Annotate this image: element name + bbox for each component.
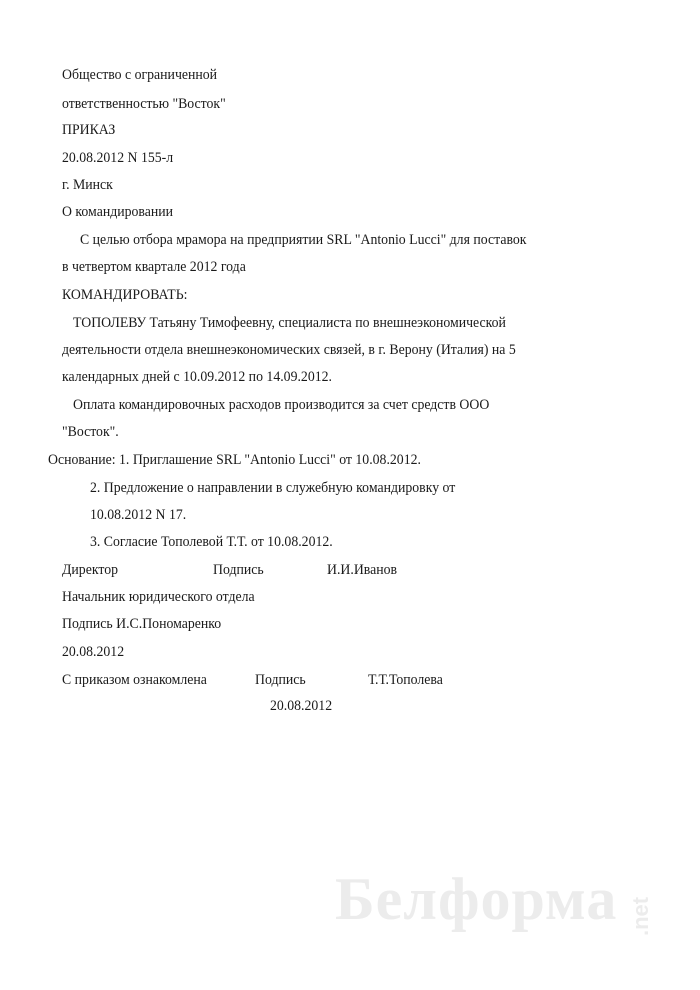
acquainted-label: С приказом ознакомлена — [62, 672, 207, 688]
basis-item-2-line1: 2. Предложение о направлении в служебную командировку от — [90, 480, 456, 496]
acquainted-signature-placeholder: Подпись — [255, 672, 306, 688]
basis-item-2-line2: 10.08.2012 N 17. — [90, 507, 187, 523]
command-heading: КОМАНДИРОВАТЬ: — [62, 287, 188, 303]
basis-item-3: 3. Согласие Тополевой Т.Т. от 10.08.2012. — [90, 534, 333, 550]
basis-item-1: Основание: 1. Приглашение SRL "Antonio Lucci" от 10.08.2012. — [48, 452, 421, 468]
employee-line1: ТОПОЛЕВУ Татьяну Тимофеевну, специалиста по внешнеэкономической — [73, 315, 506, 331]
director-signature-placeholder: Подпись — [213, 562, 264, 578]
document-date-number: 20.08.2012 N 155-л — [62, 150, 174, 166]
employee-line3: календарных дней с 10.09.2012 по 14.09.2012. — [62, 369, 332, 385]
acquainted-name: Т.Т.Тополева — [368, 672, 443, 688]
organization-name-line2: ответственностью "Восток" — [62, 96, 226, 112]
payment-line1: Оплата командировочных расходов производится за счет средств ООО — [73, 397, 490, 413]
acquainted-date: 20.08.2012 — [270, 698, 333, 714]
purpose-line1: С целью отбора мрамора на предприятии SRL "Antonio Lucci" для поставок — [80, 232, 527, 248]
organization-name-line1: Общество с ограниченной — [62, 67, 218, 83]
document-subject: О командировании — [62, 204, 174, 220]
document-city: г. Минск — [62, 177, 113, 193]
director-name: И.И.Иванов — [327, 562, 398, 578]
director-label: Директор — [62, 562, 119, 578]
employee-line2: деятельности отдела внешнеэкономических связей, в г. Верону (Италия) на 5 — [62, 342, 516, 358]
watermark-suffix: .net — [628, 896, 653, 936]
legal-head-label: Начальник юридического отдела — [62, 589, 255, 605]
watermark-logo: Белформа — [335, 866, 618, 932]
legal-head-signature: Подпись И.С.Пономаренко — [62, 616, 222, 632]
payment-line2: "Восток". — [62, 424, 119, 440]
purpose-line2: в четвертом квартале 2012 года — [62, 259, 246, 275]
document-title: ПРИКАЗ — [62, 122, 116, 138]
legal-head-date: 20.08.2012 — [62, 644, 125, 660]
